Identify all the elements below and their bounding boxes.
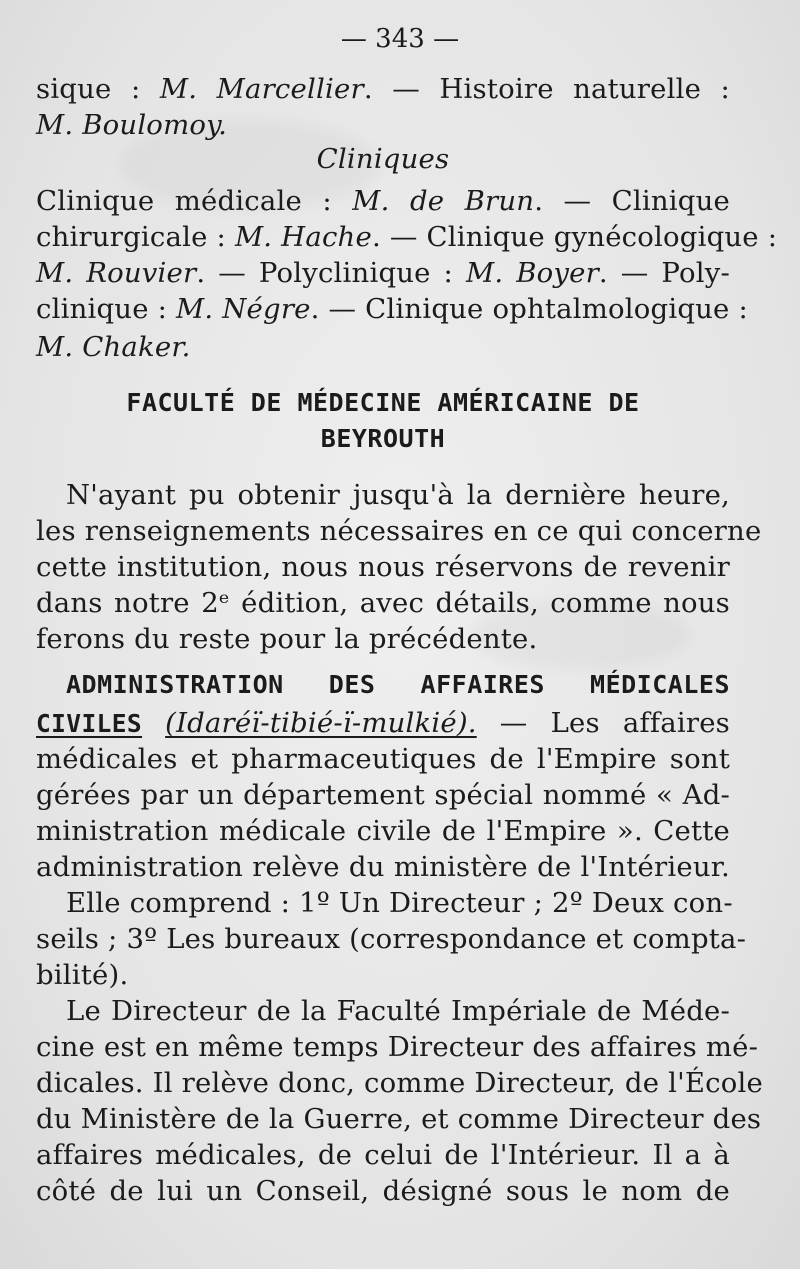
person-name: M. de Brun <box>352 185 535 217</box>
paragraph-line: ministration médicale civile de l'Empire ». Cette <box>36 815 730 847</box>
text-fragment: — Les affaires <box>476 707 730 739</box>
text-fragment: . — Polyclinique : <box>196 257 466 289</box>
paragraph-line: bilité). <box>36 959 129 991</box>
paragraph-line: administration relève du ministère de l'Intérieur. <box>36 851 730 883</box>
page-number: — 343 — <box>340 24 460 54</box>
text-fragment: . — Poly- <box>598 257 730 289</box>
text-line <box>36 292 748 326</box>
section-heading-word: CIVILES <box>36 709 143 738</box>
paragraph-line: Le Directeur de la Faculté Impériale de Méde- <box>66 995 730 1027</box>
text-fragment: . — Histoire naturelle : <box>363 73 730 105</box>
paragraph-line: ferons du reste pour la précédente. <box>36 623 538 655</box>
paragraph-line: dicales. Il relève donc, comme Directeur, de l'École <box>36 1067 763 1099</box>
text-fragment: Clinique médicale : <box>36 185 353 217</box>
person-name: M. Rouvier <box>36 257 197 289</box>
turkish-name: (Idaréï-tibié-ï-mulkié). <box>165 707 477 739</box>
paragraph-line: du Ministère de la Guerre, et comme Directeur des <box>36 1103 762 1135</box>
person-name: M. Négre <box>176 293 311 325</box>
paragraph-line: côté de lui un Conseil, désigné sous le nom de <box>36 1175 730 1207</box>
person-name-line: M. Chaker. <box>36 331 191 363</box>
text-fragment: clinique : <box>36 293 177 325</box>
paragraph-line: Elle comprend : 1º Un Directeur ; 2º Deux con- <box>66 887 733 919</box>
text-fragment: . — Clinique ophtalmologique : <box>310 293 748 325</box>
person-name: M. Marcellier <box>159 73 364 105</box>
text-fragment: . — Clinique gynécologique : <box>371 221 778 253</box>
section-heading-line: ADMINISTRATION DES AFFAIRES MÉDICALES <box>66 670 730 699</box>
person-name: M. Hache <box>234 221 372 253</box>
paragraph-line: les renseignements nécessaires en ce qui concerne <box>36 515 762 547</box>
person-name-line: M. Boulomoy. <box>36 109 228 141</box>
text-fragment: sique : <box>36 73 160 105</box>
section-subtitle: Cliniques <box>316 143 450 175</box>
paragraph-line: seils ; 3º Les bureaux (correspondance et compta- <box>36 923 747 955</box>
paragraph-line: cette institution, nous nous réservons de revenir <box>36 551 730 583</box>
paragraph-line: gérées par un département spécial nommé « Ad- <box>36 779 730 811</box>
paragraph-line: cine est en même temps Directeur des affaires mé- <box>36 1031 759 1063</box>
text-line <box>36 220 778 254</box>
text-line <box>36 256 730 290</box>
paragraph-line: dans notre 2ᵉ édition, avec détails, comme nous <box>36 587 730 619</box>
text-line <box>36 706 730 741</box>
text-fragment: . — Clinique <box>534 185 730 217</box>
section-heading-line: FACULTÉ DE MÉDECINE AMÉRICAINE DE <box>126 388 640 417</box>
paragraph-line: affaires médicales, de celui de l'Intérieur. Il a à <box>36 1139 730 1171</box>
paragraph-line: N'ayant pu obtenir jusqu'à la dernière heure, <box>66 479 730 511</box>
section-heading-line: BEYROUTH <box>320 424 446 453</box>
paragraph-line: médicales et pharmaceutiques de l'Empire sont <box>36 743 730 775</box>
text-line <box>36 184 730 218</box>
text-fragment: chirurgicale : <box>36 221 235 253</box>
text-line <box>36 72 730 106</box>
person-name: M. Boyer <box>465 257 599 289</box>
